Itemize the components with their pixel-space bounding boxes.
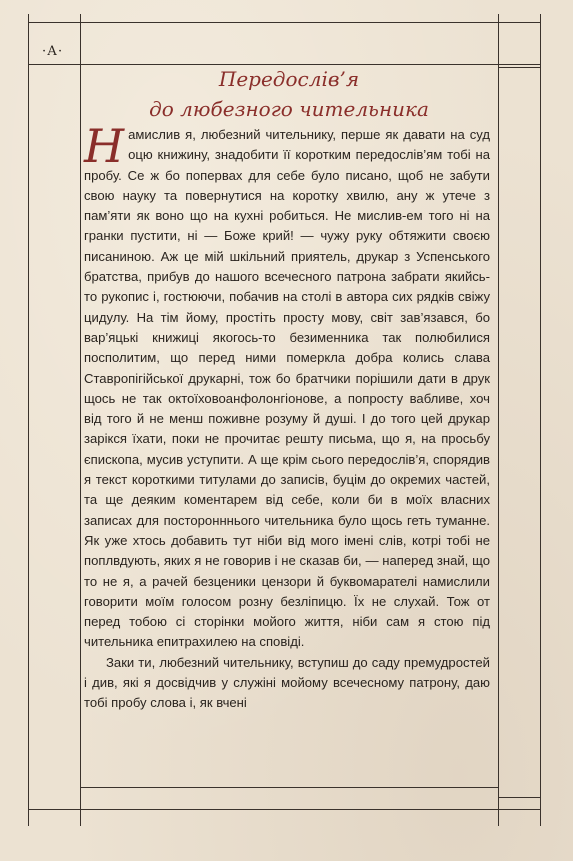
chapter-title [80,64,498,124]
body-text [84,119,490,714]
frame-bottom-rule-2 [80,787,498,788]
paragraph-1-text: амислив я, любезний чительнику, перше як давати на суд оцю книжину, знадобити її коротким передослів’ям тобі на пробу. Се ж бо поперваx для себе було писано, щоб не забути свою науку та повернутися на коротку хвилю, ану ж утече з пам’яти як воно що на кухні робиться. Не мислив-ем того ні на гранки пустити, ні — Боже крий! — чужу руку обтяжити своєю писаниною. Аж це мій шкільний приятель, друкар з Успенського братства, прибув до нашого всечесного патрона забрати якийсь-то рукопис і, гостюючи, побачив на столі в автора сих рядків свіжу цидулу. На тім йому, простіть просту мову, світ зав’язався, бо вар’яцькі книжиці якогось-то безименника так полюбилися посполитим, що перед ними померкла добра колись слава Ставропігійської друкарні, тож бо братчики порішили дати в друк щось не так октоїховоанфолонгіонове, а попросту вабливе, хоч від того й не менш поживне розуму й душі. І до того цей друкар зарікся їхати, поки не прочитає решту письма, що я, на просьбу єпископа, мусив уступити. А ще крім сього передослів’я, спорядив я текст короткими титулами до записів, буцім до окремих частей, та ще деяким коментарем від себе, коли би в моїх власних записах для посторонннього чительника було щось геть туманне. Як уже хтось добавить тут ніби від мого імені слів, котрі тобі не поплвдують, яких я не говорив і не сказав би, — наперед знай, що то не я, а рачей безценики цензори й буквомарателі намислили говорити моїм голосом розну безліпицю. Їх не слухай. Тож от перед тобою сі сторінки мойого життя, ніби сам я стою під чительника епитрахилею на сповіді. [84,127,490,650]
frame-inner-left-rule [80,14,81,826]
paragraph-1 [84,119,490,653]
frame-top-rule [28,22,540,23]
paragraph-2: Заки ти, любезний чительнику, вступиш до саду премудростей і див, які я досвідчив у служіні мойому всечесному патрону, даю тобі пробу слова і, як вчені [84,654,490,711]
frame-bottom-rule-3 [498,797,540,798]
frame-header-rule-2 [498,67,540,68]
frame-inner-right-rule [498,14,499,826]
drop-cap: Н [84,119,125,173]
frame-bottom-rule [28,809,540,810]
title-line-2: до любезного чительника [149,97,429,121]
title-line-1: Передослів’я [218,67,360,91]
frame-right-rule [540,14,541,826]
frame-left-rule [28,14,29,826]
page-marker: ·А· [42,44,64,59]
